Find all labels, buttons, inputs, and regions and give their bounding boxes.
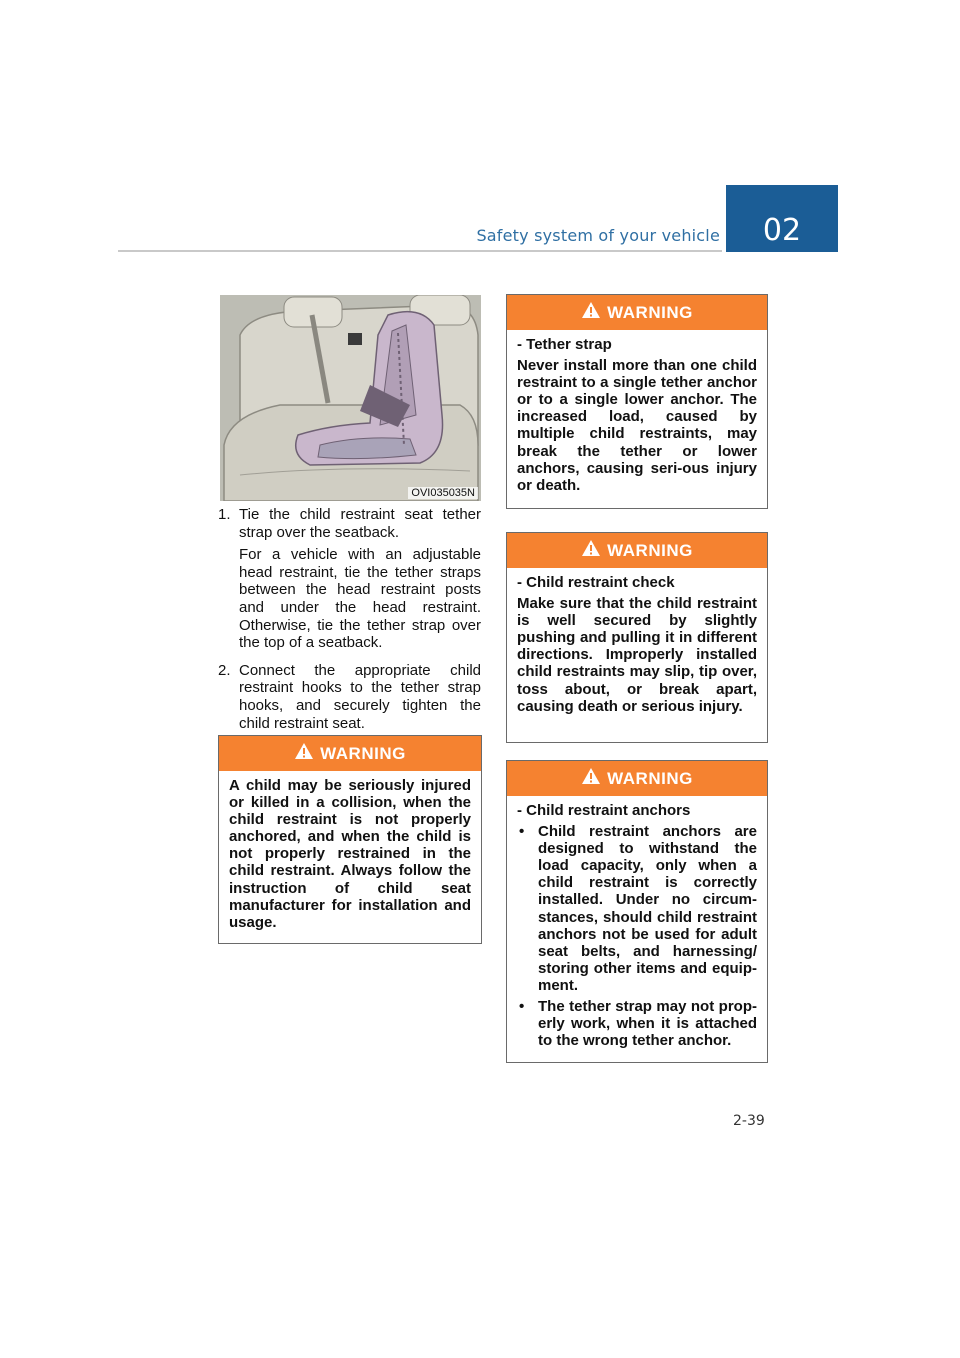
warning-heading: - Child restraint anchors <box>517 802 691 819</box>
step-item <box>218 662 481 737</box>
warning-box-restraint-anchors <box>506 760 768 1063</box>
warning-title: WARNING <box>607 540 693 560</box>
step-text: Connect the appropriate child restraint hooks to the tether strap hooks, and securely tighten the child restraint seat. <box>239 661 481 732</box>
warning-bullet-list <box>517 823 757 1049</box>
chapter-tab <box>726 185 838 252</box>
warning-header <box>507 295 767 330</box>
warning-box-anchoring <box>218 735 482 944</box>
warning-title: WARNING <box>607 302 693 322</box>
warning-box-tether-strap <box>506 294 768 509</box>
warning-triangle-icon <box>581 767 601 790</box>
warning-bullet: • Child restraint anchors are designed to withstand the load capacity, only when a child restraint is correctly installed. Under no circum-stances, should child restraint anchors not be used for adult seat belts, and harnessing/ storing other items and equip-ment. <box>517 823 757 994</box>
step-note: For a vehicle with an adjustable head restraint, tie the tether straps between the head restraint posts and under the head restraint. Otherwise, tie the tether strap over the top of a seatback. <box>239 546 481 652</box>
rear-seat-drawing <box>220 295 481 501</box>
step-item <box>218 506 481 657</box>
warning-text: Make sure that the child restraint is well secured by slightly pushing and pulling it in different directions. Improperly installed child restraints may slip, tip over, toss about, or break apart, causing death or serious injury. <box>517 595 757 715</box>
chapter-number: 02 <box>762 213 802 248</box>
warning-triangle-icon <box>581 301 601 324</box>
warning-title: WARNING <box>607 768 693 788</box>
step-text: Tie the child restraint seat tether strap over the seatback. <box>239 506 481 541</box>
section-title: Safety system of your vehicle <box>476 226 720 245</box>
step-number: 2. <box>218 661 231 679</box>
warning-heading: - Tether strap <box>517 336 612 353</box>
warning-triangle-icon <box>581 539 601 562</box>
warning-bullet: • The tether strap may not prop-erly work, when it is attached to the wrong tether anchor. <box>517 998 757 1049</box>
warning-header <box>219 736 481 771</box>
warning-text: Never install more than one child restraint to a single tether anchor or to a single lower anchor. The increased load, caused by multiple child restraints, may break the tether or lower anchors, causing seri-ous injury or death. <box>517 357 757 494</box>
child-seat-illustration <box>220 295 481 501</box>
warning-heading: - Child restraint check <box>517 574 675 591</box>
warning-box-restraint-check <box>506 532 768 743</box>
instruction-steps <box>218 506 481 742</box>
page-number: 2-39 <box>733 1113 765 1129</box>
warning-text: A child may be seriously injured or killed in a collision, when the child restraint is not properly anchored, and when the child is not properly restrained in the child restraint. Always follow the instruction of child seat manufacturer for installation and usage. <box>229 777 471 931</box>
warning-header <box>507 761 767 796</box>
warning-title: WARNING <box>320 743 406 763</box>
warning-header <box>507 533 767 568</box>
step-number: 1. <box>218 506 231 523</box>
warning-triangle-icon <box>294 742 314 765</box>
header-divider <box>118 250 722 252</box>
figure-code: OVI035035N <box>408 487 478 499</box>
